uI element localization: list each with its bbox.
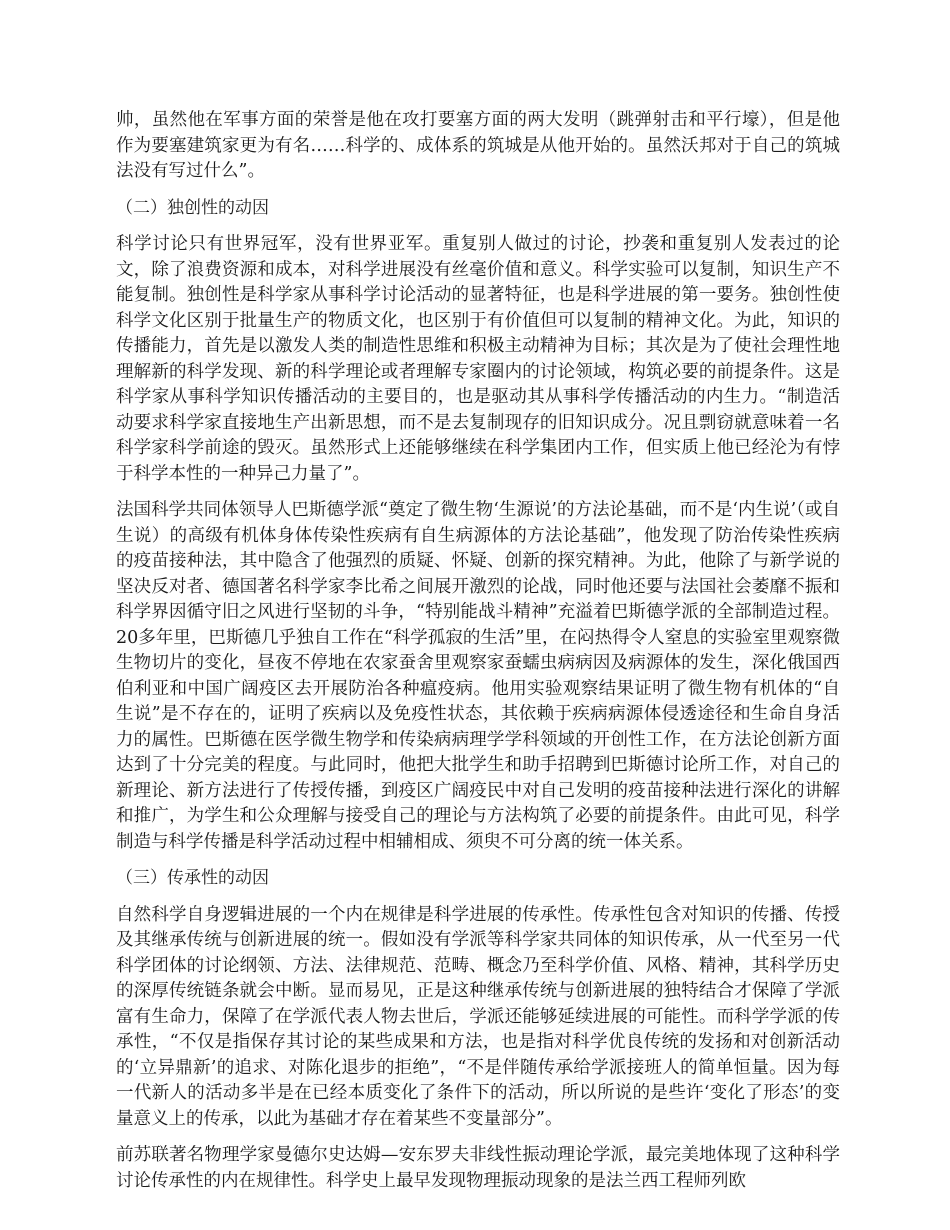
paragraph-inheritance: 自然科学自身逻辑进展的一个内在规律是科学进展的传承性。传承性包含对知识的传播、传授及其继承传统与创新进展的统一。假如没有学派等科学家共同体的知识传承，从一代至另一代科学团体的讨论纲领、方法、法律规范、范畴、概念乃至科学价值、风格、精神，其科学历史的深厚传统链条就会中断。显而易见，正是这种继承传统与创新进展的独特结合才保障了学派富有生命力，保障了在学派代表人物去世后，学派还能够延续进展的可能性。而科学学派的传承性，“不仅是指保存其讨论的某些成果和方法，也是指对科学优良传统的发扬和对创新活动的‘立异鼎新’的追求、对陈化退步的拒绝”，“不是伴随传承给学派接班人的简单恒量。因为每一代新人的活动多半是在已经本质变化了条件下的活动，所以所说的是些许‘变化了形态’的变量意义上的传承，以此为基础才存在着某些不变量部分”。 (116, 904, 840, 1129)
section-heading-inheritance: （三）传承性的动因 (116, 868, 269, 888)
paragraph-intro-continuation: 帅，虽然他在军事方面的荣誉是他在攻打要塞方面的两大发明（跳弹射击和平行壕），但是他作为要塞建筑家更为有名……科学的、成体系的筑城是从他开始的。虽然沃邦对于自己的筑城法没有写过什么”。 (116, 110, 840, 181)
paragraph-originality: 科学讨论只有世界冠军，没有世界亚军。重复别人做过的讨论，抄袭和重复别人发表过的论文，除了浪费资源和成本，对科学进展没有丝毫价值和意义。科学实验可以复制，知识生产不能复制。独创性是科学家从事科学讨论活动的显著特征，也是科学进展的第一要务。独创性使科学文化区别于批量生产的物质文化，也区别于有价值但可以复制的精神文化。为此，知识的传播能力，首先是以激发人类的制造性思维和积极主动精神为目标；其次是为了使社会理性地理解新的科学发现、新的科学理论或者理解专家圈内的讨论领域，构筑必要的前提条件。这是科学家从事科学知识传播活动的主要目的，也是驱动其从事科学传播活动的内生力。“制造活动要求科学家直接地生产出新思想，而不是去复制现存的旧知识成分。况且剽窃就意味着一名科学家科学前途的毁灭。虽然形式上还能够继续在科学集团内工作，但实质上他已经沦为有悖于科学本性的一种异己力量了”。 (116, 234, 840, 484)
paragraph-mandelstam-school: 前苏联著名物理学家曼德尔史达姆—安东罗夫非线性振动理论学派，最完美地体现了这种科学讨论传承性的内在规律性。科学史上最早发现物理振动现象的是法兰西工程师列欧 (116, 1145, 840, 1191)
paragraph-pasteur-school: 法国科学共同体领导人巴斯德学派“奠定了微生物‘生源说’的方法论基础，而不是‘内生说’（或自生说）的高级有机体身体传染性疾病有自生病源体的方法论基础”，他发现了防治传染性疾病的疫苗接种法，其中隐含了他强烈的质疑、怀疑、创新的探究精神。为此，他除了与新学说的坚决反对者、德国著名科学家李比希之间展开激烈的论战，同时他还要与法国社会萎靡不振和科学界因循守旧之风进行坚韧的斗争，“特别能战斗精神”充溢着巴斯德学派的全部制造过程。20多年里，巴斯德几乎独自工作在“科学孤寂的生活”里，在闷热得令人窒息的实验室里观察微生物切片的变化，昼夜不停地在农家蚕舍里观察家蚕蠕虫病病因及病源体的发生，深化俄国西伯利亚和中国广阔疫区去开展防治各种瘟疫病。他用实验观察结果证明了微生物有机体的“自生说”是不存在的，证明了疾病以及免疫性状态，其依赖于疾病病源体侵透途径和生命自身活力的属性。巴斯德在医学微生物学和传染病病理学学科领域的开创性工作，在方法论创新方面达到了十分完美的程度。与此同时，他把大批学生和助手招聘到巴斯德讨论所工作，对自己的新理论、新方法进行了传授传播，到疫区广阔疫民中对自己发明的疫苗接种法进行深化的讲解和推广，为学生和公众理解与接受自己的理论与方法构筑了必要的前提条件。由此可见，科学制造与科学传播是科学活动过程中相辅相成、须臾不可分离的统一体关系。 (116, 500, 840, 852)
section-heading-originality: （二）独创性的动因 (116, 197, 269, 218)
document-page (116, 108, 840, 1205)
